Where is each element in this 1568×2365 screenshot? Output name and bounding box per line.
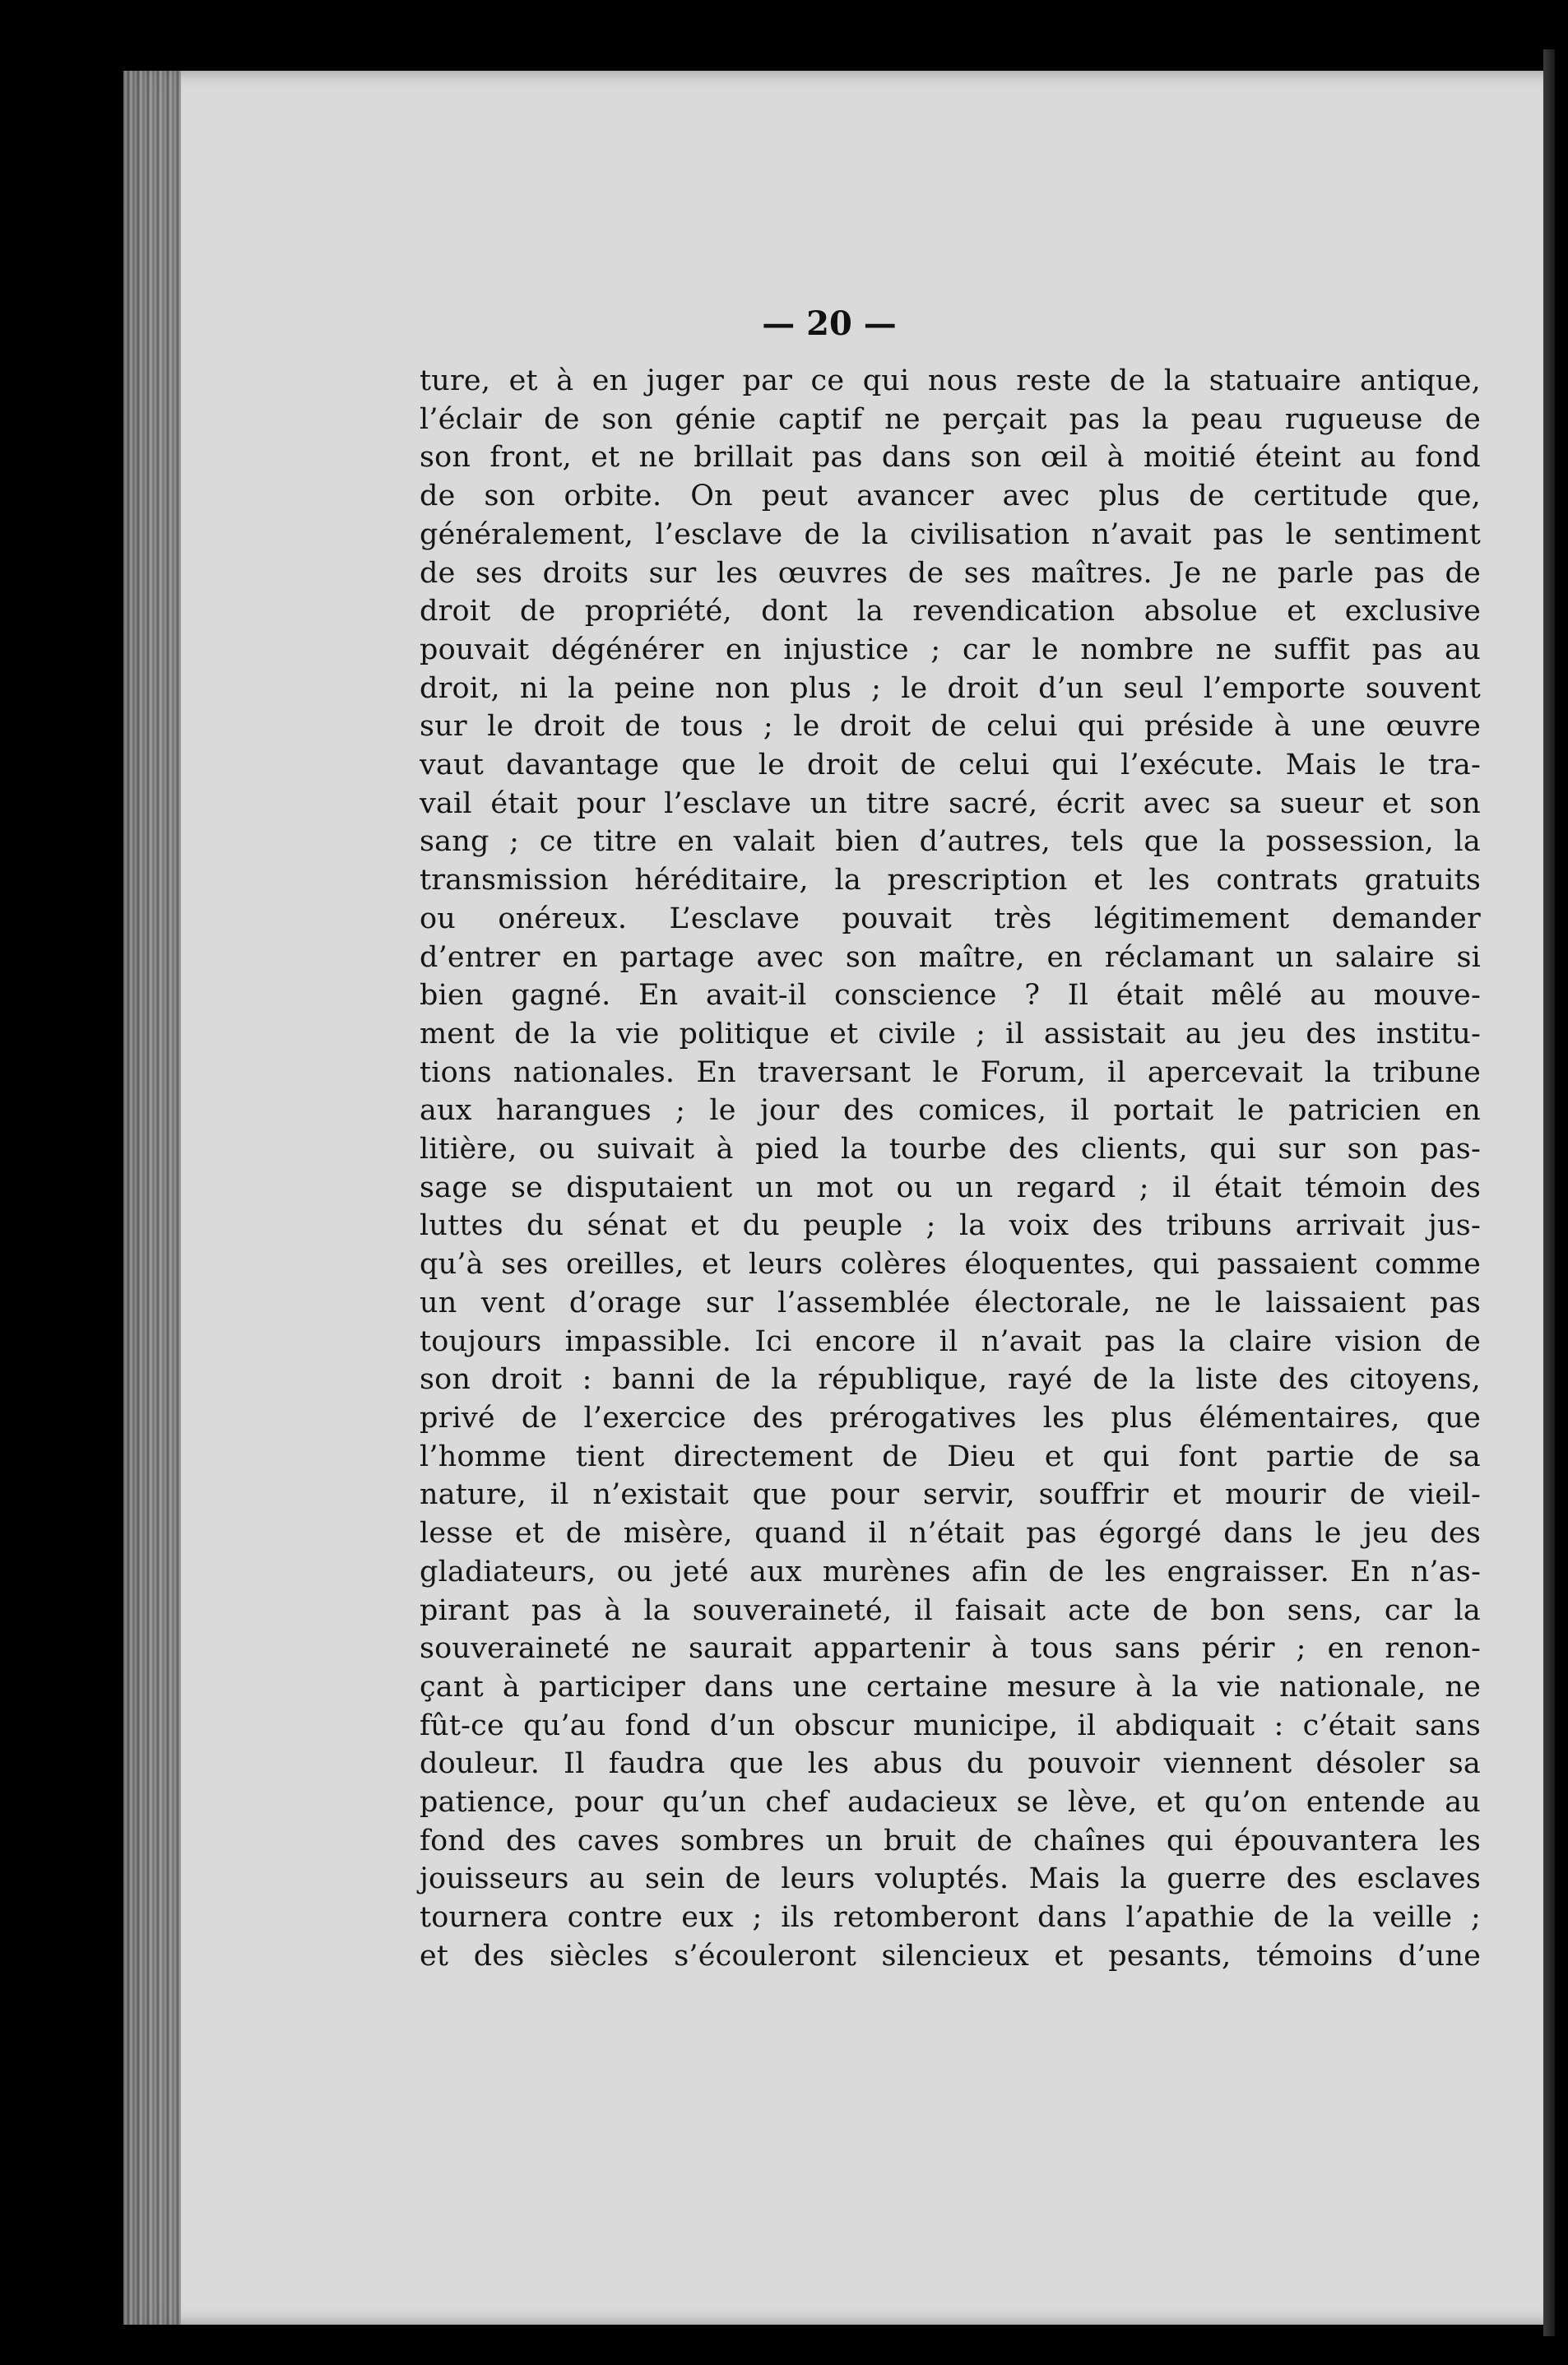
text-line: son droit : banni de la république, rayé de la liste des citoyens, bbox=[420, 1363, 1481, 1397]
text-line: l’homme tient directement de Dieu et qui font partie de sa bbox=[420, 1440, 1481, 1473]
page-edge bbox=[1543, 49, 1555, 2336]
page-binding-shadow bbox=[123, 71, 181, 2325]
text-line: généralement, l’esclave de la civilisation n’avait pas le sentiment bbox=[420, 517, 1481, 551]
text-line: l’éclair de son génie captif ne perçait pas la peau rugueuse de bbox=[420, 402, 1481, 436]
text-line: bien gagné. En avait-il conscience ? Il était mêlé au mouve- bbox=[420, 979, 1481, 1013]
text-line: toujours impassible. Ici encore il n’avait pas la claire vision de bbox=[420, 1324, 1481, 1358]
text-line: sur le droit de tous ; le droit de celui qui préside à une œuvre bbox=[420, 710, 1481, 744]
text-line: droit, ni la peine non plus ; le droit d’un seul l’emporte souvent bbox=[420, 671, 1481, 705]
text-line: pirant pas à la souveraineté, il faisait acte de bon sens, car la bbox=[420, 1593, 1481, 1627]
text-line: souveraineté ne saurait appartenir à tous sans périr ; en renon- bbox=[420, 1632, 1481, 1666]
text-line: de ses droits sur les œuvres de ses maîtres. Je ne parle pas de bbox=[420, 556, 1481, 590]
text-line: gladiateurs, ou jeté aux murènes afin de les engraisser. En n’as- bbox=[420, 1555, 1481, 1588]
text-line: fond des caves sombres un bruit de chaînes qui épouvantera les bbox=[420, 1824, 1481, 1857]
text-line: sang ; ce titre en valait bien d’autres, tels que la possession, la bbox=[420, 825, 1481, 859]
text-line: nature, il n’existait que pour servir, souffrir et mourir de vieil- bbox=[420, 1478, 1481, 1512]
text-line: vaut davantage que le droit de celui qui l’exécute. Mais le tra- bbox=[420, 749, 1481, 782]
text-line: pouvait dégénérer en injustice ; car le nombre ne suffit pas au bbox=[420, 633, 1481, 666]
text-line: un vent d’orage sur l’assemblée électorale, ne le laissaient pas bbox=[420, 1286, 1481, 1319]
text-line: jouisseurs au sein de leurs voluptés. Mais la guerre des esclaves bbox=[420, 1862, 1481, 1896]
text-line: de son orbite. On peut avancer avec plus de certitude que, bbox=[420, 480, 1481, 513]
text-line: lesse et de misère, quand il n’était pas égorgé dans le jeu des bbox=[420, 1517, 1481, 1551]
body-paragraph bbox=[420, 362, 1481, 1976]
text-line: litière, ou suivait à pied la tourbe des clients, qui sur son pas- bbox=[420, 1133, 1481, 1166]
text-line: droit de propriété, dont la revendication absolue et exclusive bbox=[420, 595, 1481, 628]
text-line: ment de la vie politique et civile ; il assistait au jeu des institu- bbox=[420, 1017, 1481, 1050]
text-line: ture, et à en juger par ce qui nous reste de la statuaire antique, bbox=[420, 364, 1481, 397]
text-line: d’entrer en partage avec son maître, en réclamant un salaire si bbox=[420, 940, 1481, 974]
text-line: çant à participer dans une certaine mesure à la vie nationale, ne bbox=[420, 1670, 1481, 1704]
page-number: — 20 — bbox=[762, 304, 897, 343]
text-line: vail était pour l’esclave un titre sacré, écrit avec sa sueur et son bbox=[420, 786, 1481, 820]
text-line: fût-ce qu’au fond d’un obscur municipe, il abdiquait : c’était sans bbox=[420, 1709, 1481, 1742]
text-line: et des siècles s’écouleront silencieux et pesants, témoins d’une bbox=[420, 1939, 1481, 1973]
text-line: son front, et ne brillait pas dans son œil à moitié éteint au fond bbox=[420, 441, 1481, 475]
text-line: sage se disputaient un mot ou un regard ; il était témoin des bbox=[420, 1171, 1481, 1204]
text-line: transmission héréditaire, la prescription et les contrats gratuits bbox=[420, 864, 1481, 897]
text-line: ou onéreux. L’esclave pouvait très légitimement demander bbox=[420, 902, 1481, 935]
text-line: patience, pour qu’un chef audacieux se lève, et qu’on entende au bbox=[420, 1786, 1481, 1820]
text-line: tournera contre eux ; ils retomberont dans l’apathie de la veille ; bbox=[420, 1901, 1481, 1935]
text-line: aux harangues ; le jour des comices, il portait le patricien en bbox=[420, 1094, 1481, 1128]
text-line: tions nationales. En traversant le Forum, il apercevait la tribune bbox=[420, 1055, 1481, 1089]
text-line: douleur. Il faudra que les abus du pouvoir viennent désoler sa bbox=[420, 1747, 1481, 1781]
text-line: luttes du sénat et du peuple ; la voix des tribuns arrivait jus- bbox=[420, 1209, 1481, 1243]
text-line: privé de l’exercice des prérogatives les plus élémentaires, que bbox=[420, 1401, 1481, 1435]
text-line: qu’à ses oreilles, et leurs colères éloquentes, qui passaient comme bbox=[420, 1248, 1481, 1282]
